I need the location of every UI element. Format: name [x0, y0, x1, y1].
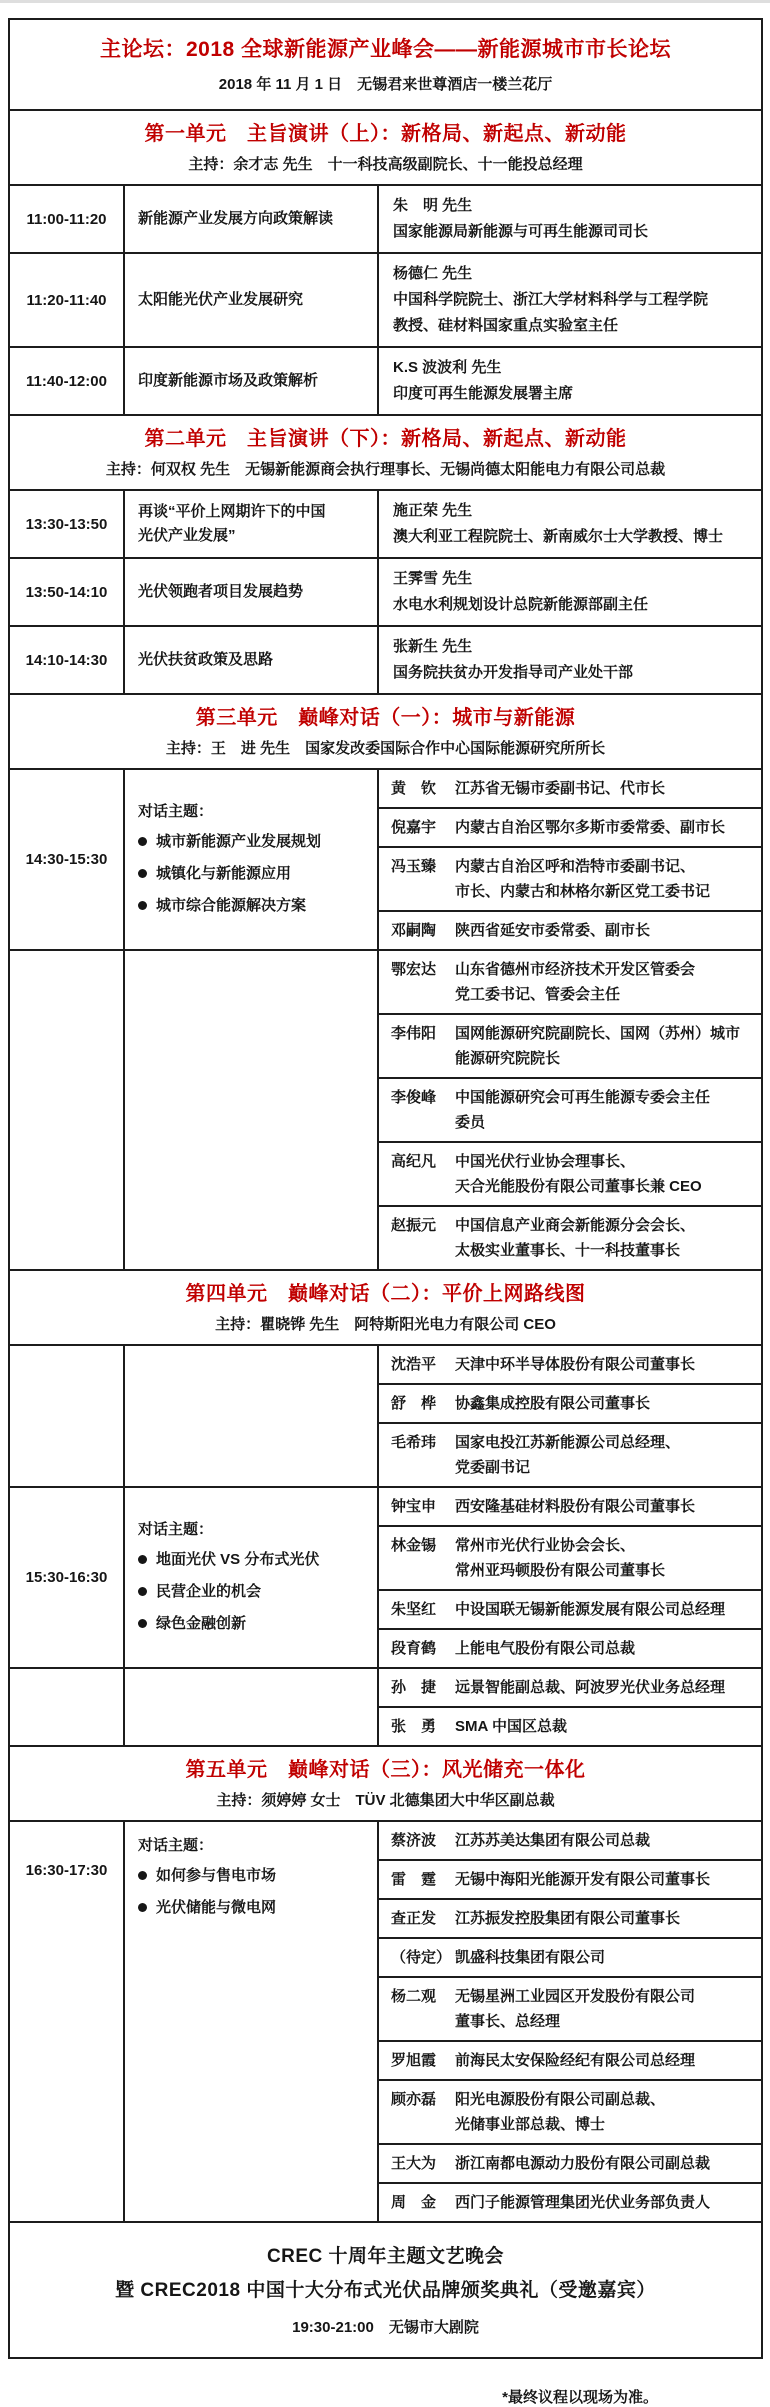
time-range: 11:00-11:20 [26, 210, 107, 228]
session-row [10, 1667, 761, 1745]
evening-gala-block [10, 2221, 761, 2357]
guest-desc-line: 国家电投江苏新能源公司总经理、 [455, 1434, 681, 1451]
time-cell [10, 559, 123, 625]
guest-desc [455, 2048, 757, 2073]
time-cell [10, 627, 123, 693]
guest-desc-line: 天津中环半导体股份有限公司董事长 [455, 1356, 696, 1373]
speaker-name: K.S 波波利 先生 [393, 359, 502, 376]
topic-cell [123, 559, 377, 625]
guest-list-cell [377, 1488, 761, 1667]
guest-desc-line: 中国能源研究会可再生能源专委会主任 [455, 1089, 711, 1106]
guest-desc-line: 内蒙古自治区呼和浩特市委副书记、 [455, 858, 696, 875]
guest-name: 黄 钦 [391, 780, 437, 797]
guest-row [379, 1898, 761, 1937]
guest-desc [455, 1430, 757, 1480]
guest-name: 周 金 [391, 2194, 437, 2211]
guest-desc-line: 内蒙古自治区鄂尔多斯市委常委、副市长 [455, 819, 726, 836]
guest-row [379, 1077, 761, 1141]
section-header [10, 1269, 761, 1344]
guest-row [379, 2143, 761, 2182]
time-range: 14:10-14:30 [25, 651, 108, 669]
guest-list-cell [377, 1822, 761, 2221]
page-title: 主论坛：2018 全球新能源产业峰会——新能源城市市长论坛 [99, 38, 672, 61]
dialog-topic-title: 对话主题： [138, 1520, 214, 1538]
guest-desc-line: 党工委书记、管委会主任 [455, 986, 621, 1003]
topic-line: 再谈“平价上网期许下的中国 [138, 503, 326, 520]
section-title: 第五单元 巅峰对话（三）：风光储充一体化 [185, 1759, 586, 1781]
gala-title: CREC 十周年主题文艺晚会 [266, 2246, 505, 2267]
session-row [10, 346, 761, 414]
speaker-title-line: 水电水利规划设计总院新能源部副主任 [393, 596, 649, 613]
session-row [10, 557, 761, 625]
guest-row [379, 2182, 761, 2221]
guest-row [379, 2040, 761, 2079]
section-header [10, 414, 761, 489]
dialog-topic-item [138, 891, 371, 920]
date-venue-line: 2018 年 11 月 1 日 无锡君来世尊酒店一楼兰花厅 [218, 76, 553, 93]
bullet-icon [138, 1587, 147, 1596]
guest-desc-line: 西安隆基硅材料股份有限公司董事长 [455, 1498, 696, 1515]
guest-desc-line: 中国信息产业商会新能源分会会长、 [455, 1217, 696, 1234]
guest-name: 孙 捷 [391, 1679, 437, 1696]
guest-row [379, 1383, 761, 1422]
session-row [10, 1486, 761, 1667]
guest-desc-line: 江苏振发控股集团有限公司董事长 [455, 1910, 681, 1927]
time-cell [10, 1822, 123, 2221]
guest-desc [455, 2190, 757, 2215]
time-range: 11:40-12:00 [26, 372, 107, 390]
guest-name: 李俊峰 [391, 1089, 437, 1106]
guest-row [379, 1589, 761, 1628]
speaker-title-line: 中国科学院院士、浙江大学材料科学与工程学院 [393, 291, 709, 308]
guest-desc-line: 浙江南都电源动力股份有限公司副总裁 [455, 2155, 711, 2172]
time-cell [10, 770, 123, 949]
dialog-topic-item [138, 827, 371, 856]
topic-cell [123, 186, 377, 252]
topic-cell [123, 951, 377, 1269]
speaker-cell [377, 559, 761, 625]
guest-desc [455, 2087, 757, 2137]
guest-name: 段育鹤 [391, 1640, 437, 1657]
guest-desc [455, 815, 757, 840]
guest-desc [455, 1533, 757, 1583]
guest-desc-line: 江苏苏美达集团有限公司总裁 [455, 1832, 651, 1849]
section-host-line: 主持：余才志 先生 十一科技高级副院长、十一能投总经理 [188, 156, 583, 173]
scan-artifact-top [0, 0, 770, 3]
agenda-document [8, 18, 763, 2359]
topic-cell [123, 491, 377, 557]
guest-desc [455, 1714, 757, 1739]
dialog-topic-item [138, 1545, 371, 1574]
section-title: 第三单元 巅峰对话（一）：城市与新能源 [195, 707, 576, 729]
time-cell [10, 951, 123, 1269]
guest-name: 张 勇 [391, 1718, 437, 1735]
dialog-topic-item [138, 1893, 371, 1922]
time-range: 13:50-14:10 [25, 583, 108, 601]
speaker-name: 朱 明 先生 [393, 197, 473, 214]
topic-line: 光伏产业发展” [138, 527, 236, 544]
guest-row [379, 1976, 761, 2040]
topic-cell [123, 1669, 377, 1745]
guest-desc-line: 西门子能源管理集团光伏业务部负责人 [455, 2194, 711, 2211]
dialog-topic-item [138, 1861, 371, 1890]
topic-line: 太阳能光伏产业发展研究 [138, 291, 304, 308]
guest-row [379, 1488, 761, 1525]
guest-desc-line: 凯盛科技集团有限公司 [455, 1949, 606, 1966]
guest-name: 鄂宏达 [391, 961, 437, 978]
speaker-title-line: 印度可再生能源发展署主席 [393, 385, 574, 402]
guest-row [379, 1937, 761, 1976]
dialog-topic-text: 城市新能源产业发展规划 [156, 832, 322, 850]
speaker-title-line: 澳大利亚工程院院士、新南威尔士大学教授、博士 [393, 528, 724, 545]
guest-list-cell [377, 770, 761, 949]
topic-cell [123, 254, 377, 346]
guest-row [379, 1422, 761, 1486]
session-row [10, 184, 761, 252]
guest-desc [455, 1494, 757, 1519]
speaker-name: 张新生 先生 [393, 638, 473, 655]
speaker-name: 王霁雪 先生 [393, 570, 473, 587]
guest-name: 李伟阳 [391, 1025, 437, 1042]
guest-desc [455, 1021, 757, 1071]
guest-desc-line: 中国光伏行业协会理事长、 [455, 1153, 636, 1170]
topic-line: 新能源产业发展方向政策解读 [138, 210, 334, 227]
dialog-topic-title: 对话主题： [138, 802, 214, 820]
guest-desc [455, 2151, 757, 2176]
guest-desc-line: 董事长、总经理 [455, 2013, 561, 2030]
final-agenda-note: *最终议程以现场为准。 [502, 2389, 658, 2406]
topic-cell [123, 348, 377, 414]
time-range: 16:30-17:30 [25, 1862, 108, 1879]
guest-desc [455, 1945, 757, 1970]
guest-name: 冯玉臻 [391, 858, 437, 875]
guest-row [379, 1141, 761, 1205]
session-row [10, 949, 761, 1269]
session-row [10, 768, 761, 949]
time-cell [10, 186, 123, 252]
speaker-cell [377, 491, 761, 557]
guest-desc [455, 1391, 757, 1416]
guest-desc-line: 远景智能副总裁、阿波罗光伏业务总经理 [455, 1679, 726, 1696]
topic-line: 光伏领跑者项目发展趋势 [138, 583, 304, 600]
guest-row [379, 1859, 761, 1898]
guest-row [379, 1013, 761, 1077]
bullet-icon [138, 1871, 147, 1880]
guest-desc [455, 854, 757, 904]
topic-line: 印度新能源市场及政策解析 [138, 372, 319, 389]
section-header [10, 109, 761, 184]
speaker-cell [377, 254, 761, 346]
dialog-topic-text: 绿色金融创新 [156, 1614, 247, 1632]
guest-list-cell [377, 951, 761, 1269]
time-cell [10, 1488, 123, 1667]
guest-desc-line: 光储事业部总裁、博士 [455, 2116, 606, 2133]
time-cell [10, 254, 123, 346]
guest-row [379, 1822, 761, 1859]
dialog-topic-item [138, 1609, 371, 1638]
guest-desc-line: 江苏省无锡市委副书记、代市长 [455, 780, 666, 797]
dialog-topic-text: 如何参与售电市场 [156, 1867, 277, 1884]
guest-desc [455, 1675, 757, 1700]
section-title: 第一单元 主旨演讲（上）：新格局、新起点、新动能 [144, 123, 627, 145]
session-row [10, 252, 761, 346]
guest-row [379, 910, 761, 949]
guest-desc-line: 能源研究院院长 [455, 1050, 561, 1067]
guest-desc-line: SMA 中国区总裁 [455, 1718, 567, 1735]
speaker-cell [377, 348, 761, 414]
dialog-topic-item [138, 1577, 371, 1606]
guest-desc [455, 1906, 757, 1931]
time-range: 14:30-15:30 [25, 851, 108, 868]
guest-desc-line: 常州亚玛顿股份有限公司董事长 [455, 1562, 666, 1579]
guest-row [379, 1628, 761, 1667]
guest-name: 查正发 [391, 1910, 437, 1927]
session-row [10, 625, 761, 693]
guest-desc-line: 天合光能股份有限公司董事长兼 CEO [455, 1178, 702, 1195]
guest-desc-line: 上能电气股份有限公司总裁 [455, 1640, 636, 1657]
topic-cell [123, 770, 377, 949]
guest-desc [455, 1867, 757, 1892]
guest-desc [455, 1828, 757, 1853]
session-row [10, 489, 761, 557]
bullet-icon [138, 869, 147, 878]
session-row [10, 1820, 761, 2221]
time-cell [10, 491, 123, 557]
dialog-topic-text: 城市综合能源解决方案 [156, 896, 307, 914]
guest-row [379, 807, 761, 846]
guest-list-cell [377, 1346, 761, 1486]
guest-desc [455, 1213, 757, 1263]
guest-desc-line: 前海民太安保险经纪有限公司总经理 [455, 2052, 696, 2069]
guest-desc [455, 918, 757, 943]
speaker-cell [377, 627, 761, 693]
guest-row [379, 770, 761, 807]
guest-desc-line: 中设国联无锡新能源发展有限公司总经理 [455, 1601, 726, 1618]
time-cell [10, 348, 123, 414]
dialog-topic-title: 对话主题： [138, 1837, 214, 1854]
guest-row [379, 1669, 761, 1706]
guest-list-cell [377, 1669, 761, 1745]
guest-desc-line: 山东省德州市经济技术开发区管委会 [455, 961, 696, 978]
section-title: 第四单元 巅峰对话（二）：平价上网路线图 [185, 1283, 586, 1305]
bullet-icon [138, 1903, 147, 1912]
guest-desc-line: 无锡中海阳光能源开发有限公司董事长 [455, 1871, 711, 1888]
time-cell [10, 1346, 123, 1486]
guest-desc-line: 市长、内蒙古和林格尔新区党工委书记 [455, 883, 711, 900]
guest-desc-line: 委员 [455, 1114, 486, 1131]
guest-desc-line: 国网能源研究院副院长、国网（苏州）城市 [455, 1025, 741, 1042]
document-header [10, 20, 761, 109]
speaker-name: 施正荣 先生 [393, 502, 473, 519]
guest-desc [455, 1636, 757, 1661]
agenda-sections [10, 109, 761, 2221]
time-range: 11:20-11:40 [26, 291, 107, 309]
section-header [10, 1745, 761, 1820]
speaker-title-line: 国务院扶贫办开发指导司产业处干部 [393, 664, 634, 681]
section-header [10, 693, 761, 768]
speaker-cell [377, 186, 761, 252]
guest-desc [455, 776, 757, 801]
guest-desc-line: 太极实业董事长、十一科技董事长 [455, 1242, 681, 1259]
guest-row [379, 2079, 761, 2143]
dialog-topic-text: 民营企业的机会 [156, 1582, 262, 1600]
guest-name: 顾亦磊 [391, 2091, 437, 2108]
guest-desc [455, 1149, 757, 1199]
guest-row [379, 846, 761, 910]
guest-row [379, 1346, 761, 1383]
guest-name: 王大为 [391, 2155, 437, 2172]
topic-cell [123, 1346, 377, 1486]
guest-desc [455, 1597, 757, 1622]
section-host-line: 主持：何双权 先生 无锡新能源商会执行理事长、无锡尚德太阳能电力有限公司总裁 [105, 461, 666, 478]
speaker-title-line: 国家能源局新能源与可再生能源司司长 [393, 223, 649, 240]
time-cell [10, 1669, 123, 1745]
section-host-line: 主持：须婷婷 女士 TÜV 北德集团大中华区副总裁 [216, 1792, 555, 1809]
session-row [10, 1344, 761, 1486]
gala-subtitle: 暨 CREC2018 中国十大分布式光伏品牌颁奖典礼（受邀嘉宾） [115, 2280, 656, 2301]
guest-name: 蔡济波 [391, 1832, 437, 1849]
guest-desc [455, 1085, 757, 1135]
topic-cell [123, 1822, 377, 2221]
section-host-line: 主持：王 进 先生 国家发改委国际合作中心国际能源研究所所长 [165, 740, 606, 757]
guest-name: 高纪凡 [391, 1153, 437, 1170]
dialog-topic-text: 城镇化与新能源应用 [156, 864, 292, 882]
guest-name: 毛希玮 [391, 1434, 437, 1451]
guest-name: 朱坚红 [391, 1601, 437, 1618]
dialog-topic-text: 光伏储能与微电网 [156, 1899, 277, 1916]
section-host-line: 主持：瞿晓铧 先生 阿特斯阳光电力有限公司 CEO [215, 1316, 556, 1333]
guest-desc [455, 1352, 757, 1377]
time-range: 15:30-16:30 [25, 1569, 108, 1586]
guest-name: 林金锡 [391, 1537, 437, 1554]
topic-cell [123, 627, 377, 693]
guest-desc [455, 957, 757, 1007]
speaker-title-line: 教授、硅材料国家重点实验室主任 [393, 317, 619, 334]
guest-desc-line: 党委副书记 [455, 1459, 531, 1476]
guest-name: 赵振元 [391, 1217, 437, 1234]
bullet-icon [138, 1555, 147, 1564]
bullet-icon [138, 901, 147, 910]
topic-cell [123, 1488, 377, 1667]
speaker-name: 杨德仁 先生 [393, 265, 473, 282]
guest-name: 倪嘉宇 [391, 819, 437, 836]
guest-name: 钟宝申 [391, 1498, 437, 1515]
guest-name: 罗旭霞 [391, 2052, 437, 2069]
guest-desc-line: 常州市光伏行业协会会长、 [455, 1537, 636, 1554]
guest-name: 杨二观 [391, 1988, 437, 2005]
guest-desc-line: 协鑫集成控股有限公司董事长 [455, 1395, 651, 1412]
guest-name: 沈浩平 [391, 1356, 437, 1373]
guest-name: 邓嗣陶 [391, 922, 437, 939]
guest-row [379, 951, 761, 1013]
guest-name: （待定） [391, 1949, 452, 1966]
time-range: 13:30-13:50 [25, 515, 108, 533]
bullet-icon [138, 837, 147, 846]
guest-row [379, 1205, 761, 1269]
dialog-topic-item [138, 859, 371, 888]
dialog-topic-text: 地面光伏 VS 分布式光伏 [156, 1550, 320, 1568]
topic-line: 光伏扶贫政策及思路 [138, 651, 274, 668]
guest-desc-line: 无锡星洲工业园区开发股份有限公司 [455, 1988, 696, 2005]
guest-row [379, 1706, 761, 1745]
guest-desc-line: 陕西省延安市委常委、副市长 [455, 922, 651, 939]
guest-name: 舒 桦 [391, 1395, 437, 1412]
section-title: 第二单元 主旨演讲（下）：新格局、新起点、新动能 [144, 428, 627, 450]
bullet-icon [138, 1619, 147, 1628]
guest-desc-line: 阳光电源股份有限公司副总裁、 [455, 2091, 666, 2108]
guest-desc [455, 1984, 757, 2034]
gala-time-venue: 19:30-21:00 无锡市大剧院 [292, 2319, 479, 2336]
guest-row [379, 1525, 761, 1589]
guest-name: 雷 霆 [391, 1871, 437, 1888]
